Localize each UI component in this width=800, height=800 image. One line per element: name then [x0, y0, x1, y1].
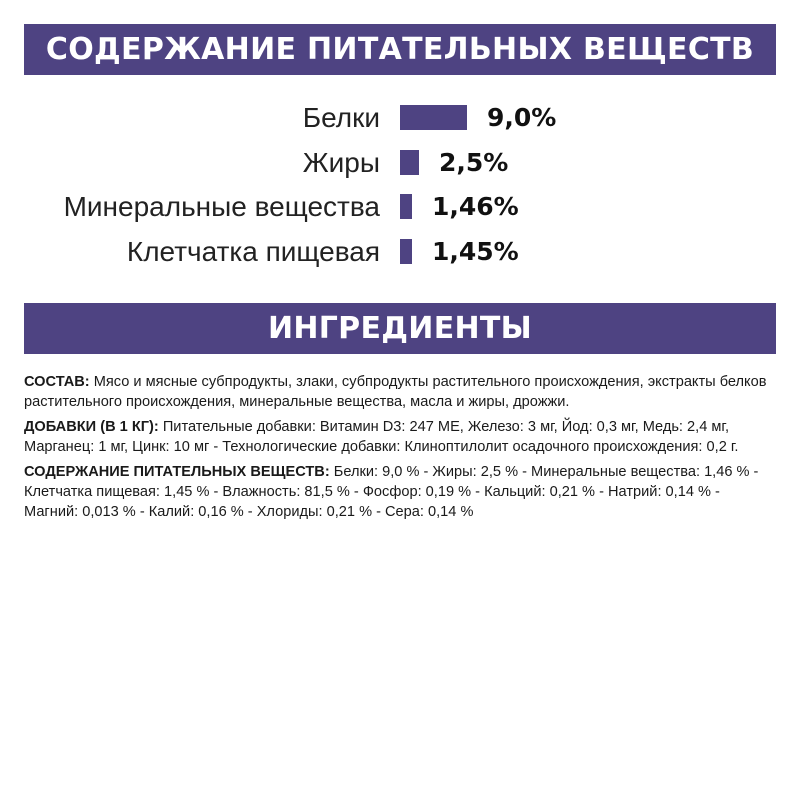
nutrient-bar: [400, 150, 419, 175]
nutrient-bar: [400, 105, 467, 130]
nutrient-label: Жиры: [302, 146, 380, 178]
nutrient-bar: [400, 194, 412, 219]
ingredients-paragraph-key: СОДЕРЖАНИЕ ПИТАТЕЛЬНЫХ ВЕЩЕСТВ:: [24, 464, 330, 480]
ingredients-paragraph-key: ДОБАВКИ (В 1 КГ):: [24, 419, 159, 435]
nutrient-row: [0, 230, 800, 274]
nutrient-label: Минеральные вещества: [63, 191, 380, 222]
nutrient-label: Клетчатка пищевая: [126, 235, 380, 267]
nutrient-value: 1,45%: [432, 236, 519, 266]
ingredients-paragraph-text: Мясо и мясные субпродукты, злаки, субпродукты растительного происхождения, экстракты белков растительного происхождения, минеральные вещества, масла и жиры, дрожжи.: [24, 374, 767, 410]
ingredients-paragraph: [24, 417, 776, 457]
ingredients-paragraph-text: Белки: 9,0 % - Жиры: 2,5 % - Минеральные вещества: 1,46 % - Клетчатка пищевая: 1,45 % - Влажность: 81,5 % - Фосфор: 0,19 % - Кальций: 0,21 % - Натрий: 0,14 % - Магний: 0,013 % - Калий: 0,16 % - Хлориды: 0,21 % - Сера: 0,14 %: [24, 464, 759, 520]
nutrients-section-title: СОДЕРЖАНИЕ ПИТАТЕЛЬНЫХ ВЕЩЕСТВ: [24, 24, 776, 75]
nutrient-value: 9,0%: [487, 103, 557, 132]
nutrient-row: [0, 185, 800, 229]
nutrient-label: Белки: [302, 102, 380, 133]
ingredients-paragraph: [24, 372, 776, 412]
ingredients-paragraph: [24, 462, 776, 522]
nutrient-row: [0, 141, 800, 185]
ingredients-paragraph-key: СОСТАВ:: [24, 374, 90, 390]
ingredients-text: [24, 372, 776, 527]
nutrient-bar: [400, 239, 412, 264]
ingredients-section-title: ИНГРЕДИЕНТЫ: [24, 303, 776, 354]
nutrient-value: 1,46%: [432, 192, 519, 221]
nutrient-value: 2,5%: [439, 147, 509, 177]
nutrient-row: [0, 96, 800, 140]
ingredients-paragraph-text: Питательные добавки: Витамин D3: 247 МЕ, Железо: 3 мг, Йод: 0,3 мг, Медь: 2,4 мг, Марганец: 1 мг, Цинк: 10 мг - Технологические добавки: Клиноптилолит осадочного происхождения: 0,2 г.: [24, 419, 739, 455]
